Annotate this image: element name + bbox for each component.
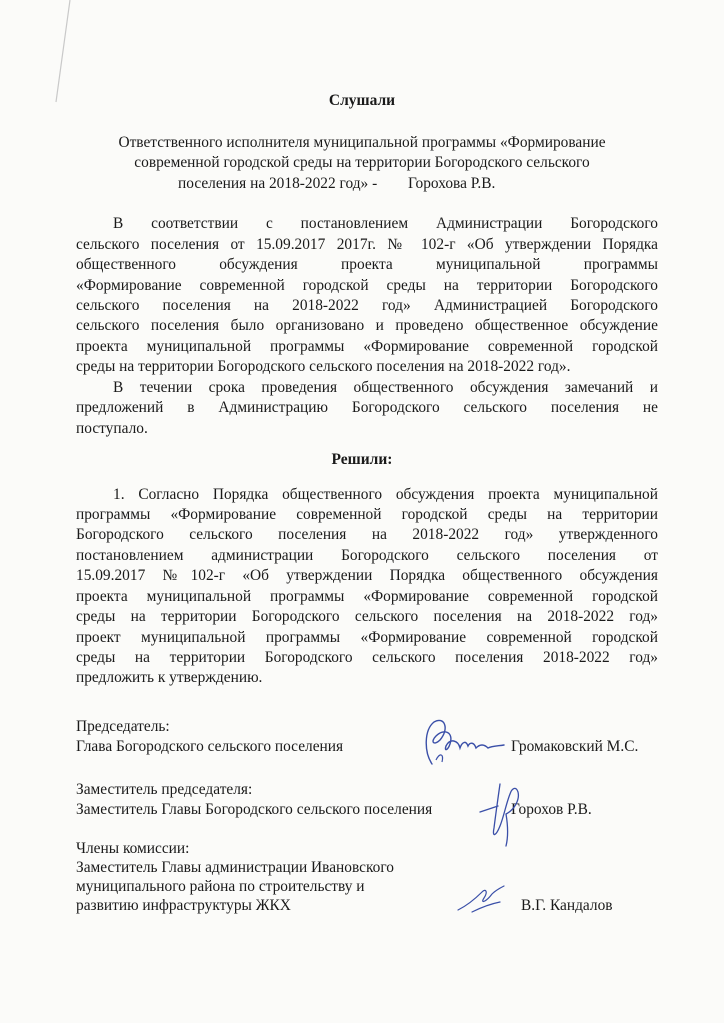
paragraph1-line-6: сельского поселения было организовано и проведено общественное обсуждение [76, 317, 658, 334]
chair-title: Глава Богородского сельского поселения [76, 738, 344, 755]
decision-line-3: Богородского сельского поселения на 2018-2022 год» утвержденного [76, 526, 658, 543]
decided-heading: Решили: [331, 451, 393, 468]
member-name: В.Г. Кандалов [521, 897, 613, 914]
decision-line-8: проект муниципальной программы «Формирование современной городской [76, 629, 658, 646]
members-role: Члены комиссии: [76, 840, 190, 857]
decision-line-1: 1. Согласно Порядка общественного обсуждения проекта муниципальной [113, 486, 658, 503]
member-title-line-1: Заместитель Главы администрации Ивановского [76, 859, 395, 876]
member-title-line-3: развитию инфраструктуры ЖКХ [76, 897, 291, 914]
paragraph1-line-4: «Формирование современной городской среды на территории Богородского [76, 277, 658, 294]
decision-line-10: предложить к утверждению. [76, 669, 263, 686]
heard-heading: Слушали [328, 92, 396, 109]
paragraph1-line-1: В соответствии с постановлением Администрации Богородского [113, 215, 658, 232]
chair-signature [410, 712, 510, 774]
paragraph2-line-1: В течении срока проведения общественного обсуждения замечаний и [113, 379, 658, 396]
deputy-title: Заместитель Главы Богородского сельского поселения [76, 801, 433, 818]
paragraph2-line-3: поступало. [76, 420, 148, 437]
paragraph1-line-3: общественного обсуждения проекта муниципальной программы [76, 256, 658, 273]
paragraph1-line-5: сельского поселения на 2018-2022 год» Администрацией Богородского [76, 297, 658, 314]
subject-line-1: Ответственного исполнителя муниципальной программы «Формирование [118, 134, 606, 151]
deputy-signature [476, 776, 528, 850]
decision-line-4: постановлением администрации Богородского сельского поселения от [76, 547, 658, 564]
deputy-name: Горохов Р.В. [511, 801, 592, 818]
decision-line-6: проекта муниципальной программы «Формирование современной городской [76, 588, 658, 605]
decision-line-5: 15.09.2017 №102-г «Об утверждении Порядка общественного обсуждения [76, 567, 658, 584]
member-title-line-2: муниципального района по строительству и [76, 878, 365, 895]
decision-line-7: среды на территории Богородского сельского поселения на 2018-2022 год» [76, 608, 658, 625]
paragraph1-line-7: проекта муниципальной программы «Формирование современной городской [76, 338, 658, 355]
member-signature [452, 880, 512, 918]
decision-line-9: среды на территории Богородского сельского поселения 2018-2022 год» [76, 649, 658, 666]
chair-name: Громаковский М.С. [511, 738, 639, 755]
paragraph2-line-2: предложений в Администрацию Богородского сельского поселения не [76, 399, 658, 416]
paragraph1-line-8: среды на территории Богородского сельского поселения на 2018-2022 год». [76, 358, 571, 375]
chair-role: Председатель: [76, 718, 170, 735]
decision-line-2: программы «Формирование современной городской среды на территории [76, 506, 658, 523]
deputy-role: Заместитель председателя: [76, 781, 253, 798]
subject-line-2: современной городской среды на территории Богородского сельского [134, 154, 590, 171]
subject-line-3: поселения на 2018-2022 год» - Горохова Р.В. [178, 175, 496, 192]
paragraph1-line-2: сельского поселения от 15.09.2017 2017г. № 102-г «Об утверждении Порядка [76, 236, 658, 253]
